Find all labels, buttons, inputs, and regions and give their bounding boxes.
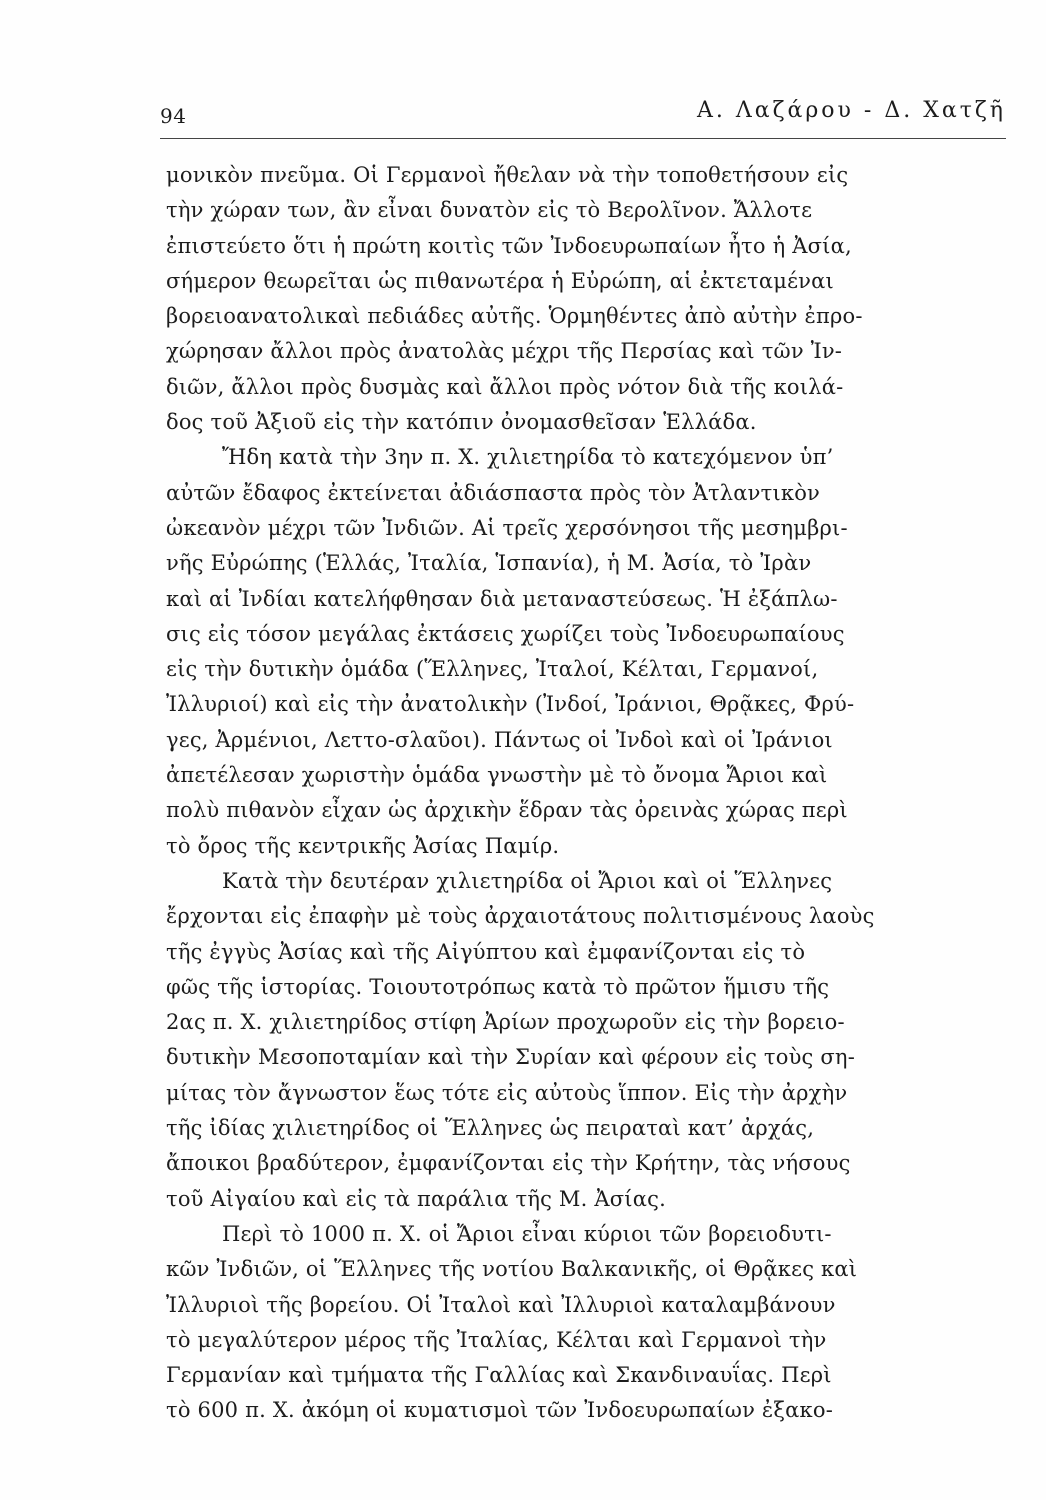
text-line: δυτικὴν Μεσοποταμίαν καὶ τὴν Συρίαν καὶ φέρουν εἰς τοὺς ση- [166, 1045, 856, 1070]
text-line: πολὺ πιθανὸν εἶχαν ὡς ἀρχικὴν ἕδραν τὰς ὀρεινὰς χώρας περὶ [166, 798, 848, 823]
text-line: μίτας τὸν ἄγνωστον ἕως τότε εἰς αὐτοὺς ἵππον. Εἰς τὴν ἀρχὴν [166, 1080, 848, 1105]
paragraph [166, 1217, 1012, 1429]
text-line: μονικὸν πνεῦμα. Οἱ Γερμανοὶ ἤθελαν νὰ τὴν τοποθετήσουν εἰς [166, 163, 849, 187]
text-line: δος τοῦ Ἀξιοῦ εἰς τὴν κατόπιν ὀνομασθεῖσαν Ἑλλάδα. [166, 410, 757, 435]
text-line: 2ας π. Χ. χιλιετηρίδος στίφη Ἀρίων προχωροῦν εἰς τὴν βορειο- [166, 1010, 845, 1035]
text-line: ὠκεανὸν μέχρι τῶν Ἰνδιῶν. Αἱ τρεῖς χερσόνησοι τῆς μεσημβρι- [166, 515, 848, 540]
text-line: σήμερον θεωρεῖται ὡς πιθανωτέρα ἡ Εὐρώπη, αἱ ἐκτεταμέναι [166, 268, 834, 293]
text-line: ἄποικοι βραδύτερον, ἐμφανίζονται εἰς τὴν Κρήτην, τὰς νήσους [166, 1151, 851, 1176]
text-line: χώρησαν ἄλλοι πρὸς ἀνατολὰς μέχρι τῆς Περσίας καὶ τῶν Ἰν- [166, 339, 843, 364]
text-line: τοῦ Αἰγαίου καὶ εἰς τὰ παράλια τῆς Μ. Ἀσίας. [166, 1186, 666, 1211]
text-line: τῆς ἰδίας χιλιετηρίδος οἱ Ἕλληνες ὡς πειραταὶ κατ’ ἀρχάς, [166, 1116, 815, 1141]
page-number: 94 [160, 104, 187, 128]
text-line: Περὶ τὸ 1000 π. Χ. οἱ Ἄριοι εἶναι κύριοι τῶν βορειοδυτι- [222, 1221, 832, 1246]
text-line: νῆς Εὐρώπης (Ἑλλάς, Ἰταλία, Ἱσπανία), ἡ Μ. Ἀσία, τὸ Ἰρὰν [166, 551, 812, 576]
text-line: ἐπιστεύετο ὅτι ἡ πρώτη κοιτὶς τῶν Ἰνδοευρωπαίων ἦτο ἡ Ἀσία, [166, 233, 852, 258]
text-line: σις εἰς τόσον μεγάλας ἐκτάσεις χωρίζει τοὺς Ἰνδοευρωπαίους [166, 621, 845, 646]
running-head: Α. Λαζάρου - Δ. Χατζῆ [696, 98, 1006, 123]
text-line: φῶς τῆς ἱστορίας. Τοιουτοτρόπως κατὰ τὸ πρῶτον ἥμισυ τῆς [166, 974, 830, 999]
text-line: εἰς τὴν δυτικὴν ὁμάδα (Ἕλληνες, Ἰταλοί, Κέλται, Γερμανοί, [166, 657, 819, 682]
text-line: ἔρχονται εἰς ἐπαφὴν μὲ τοὺς ἀρχαιοτάτους πολιτισμένους λαοὺς [166, 904, 875, 929]
page-header [160, 96, 1006, 136]
paragraph [166, 864, 1012, 1217]
text-line: Ἤδη κατὰ τὴν 3ην π. Χ. χιλιετηρίδα τὸ κατεχόμενον ὑπ’ [222, 445, 834, 470]
text-line: Γερμανίαν καὶ τμήματα τῆς Γαλλίας καὶ Σκανδιναυΐας. Περὶ [166, 1363, 832, 1388]
text-line: Κατὰ τὴν δευτέραν χιλιετηρίδα οἱ Ἄριοι καὶ οἱ Ἕλληνες [222, 868, 833, 893]
paragraph [166, 158, 1012, 440]
text-line: διῶν, ἄλλοι πρὸς δυσμὰς καὶ ἄλλοι πρὸς νότον διὰ τῆς κοιλά- [166, 374, 844, 399]
text-line: τὸ μεγαλύτερον μέρος τῆς Ἰταλίας, Κέλται καὶ Γερμανοὶ τὴν [166, 1327, 827, 1352]
paragraph [166, 440, 1012, 864]
text-line: Ἰλλυριοὶ τῆς βορείου. Οἱ Ἰταλοὶ καὶ Ἰλλυριοὶ καταλαμβάνουν [166, 1292, 836, 1317]
text-line: καὶ αἱ Ἰνδίαι κατελήφθησαν διὰ μεταναστεύσεως. Ἡ ἐξάπλω- [166, 586, 838, 611]
text-line: τὸ ὄρος τῆς κεντρικῆς Ἀσίας Παμίρ. [166, 833, 560, 858]
text-line: τὴν χώραν των, ἂν εἶναι δυνατὸν εἰς τὸ Βερολῖνον. Ἄλλοτε [166, 198, 813, 223]
text-line: κῶν Ἰνδιῶν, οἱ Ἕλληνες τῆς νοτίου Βαλκανικῆς, οἱ Θρᾷκες καὶ [166, 1257, 858, 1282]
header-rule [160, 138, 1006, 139]
body-text [166, 158, 1012, 1429]
text-line: Ἰλλυριοί) καὶ εἰς τὴν ἀνατολικὴν (Ἰνδοί, Ἰράνιοι, Θρᾷκες, Φρύ- [166, 692, 855, 717]
text-line: γες, Ἀρμένιοι, Λεττο-σλαῦοι). Πάντως οἱ Ἰνδοὶ καὶ οἱ Ἰράνιοι [166, 727, 833, 752]
text-line: τὸ 600 π. Χ. ἀκόμη οἱ κυματισμοὶ τῶν Ἰνδοευρωπαίων ἐξακο- [166, 1398, 834, 1423]
text-line: βορειοανατολικαὶ πεδιάδες αὐτῆς. Ὁρμηθέντες ἀπὸ αὐτὴν ἐπρο- [166, 304, 863, 329]
text-line: αὐτῶν ἔδαφος ἐκτείνεται ἀδιάσπαστα πρὸς τὸν Ἀτλαντικὸν [166, 480, 821, 505]
text-line: τῆς ἐγγὺς Ἀσίας καὶ τῆς Αἰγύπτου καὶ ἐμφανίζονται εἰς τὸ [166, 939, 806, 964]
text-line: ἀπετέλεσαν χωριστὴν ὁμάδα γνωστὴν μὲ τὸ ὄνομα Ἄριοι καὶ [166, 763, 828, 788]
